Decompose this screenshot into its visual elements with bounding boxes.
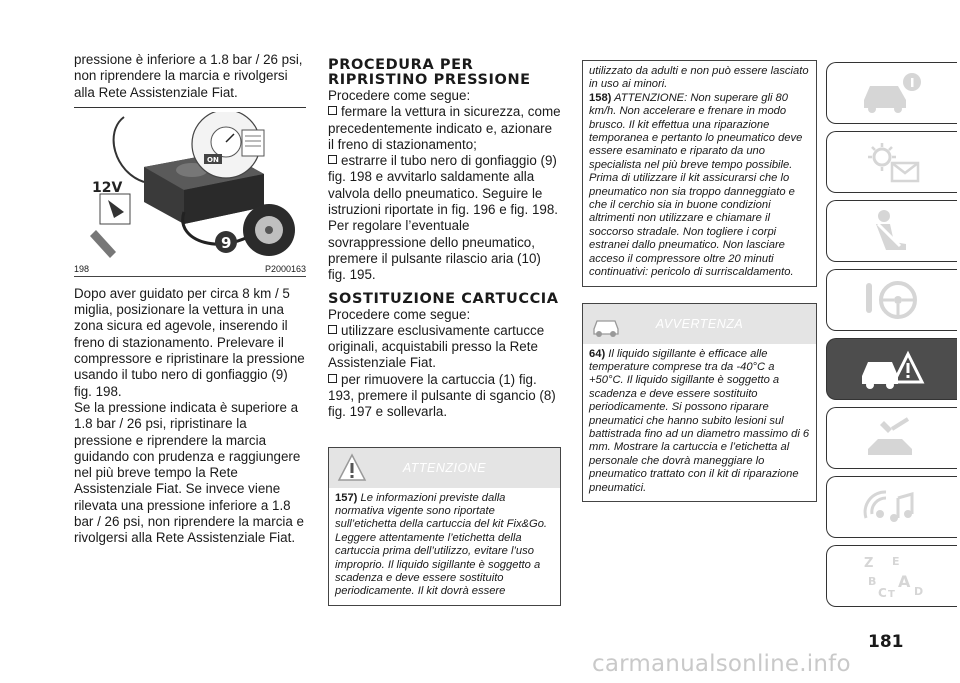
- svg-text:E: E: [892, 555, 900, 568]
- note-text-continued: utilizzato da adulti e non può essere lasciato in uso ai minori.: [589, 65, 809, 91]
- column-1: [74, 52, 306, 547]
- figure-198: [74, 112, 306, 262]
- column-2: [328, 52, 561, 606]
- warning-body: [583, 344, 816, 501]
- tab-driving[interactable]: [826, 269, 957, 331]
- seat-safety-icon: [858, 208, 926, 254]
- tab-multimedia[interactable]: [826, 476, 957, 538]
- lead-text-2: Procedere come segue:: [328, 306, 471, 322]
- callout-9: 9: [221, 233, 232, 252]
- list-item: estrarre il tubo nero di gonfiaggio (9) fig. 198 e avvitarlo saldamente alla valvola dello pneumatico. Seguire le istruzioni riportate in fig. 196 e fig. 198. Per regolare l’eventuale sovrappressione dello pneumatico, premere il pulsante rilascio aria (10) fig. 195.: [328, 153, 561, 283]
- attention-body: [329, 488, 560, 605]
- attention-body-continued: [583, 61, 816, 286]
- tab-safety[interactable]: [826, 200, 957, 262]
- intro-text: pressione è inferiore a 1.8 bar / 26 psi, non riprendere la marcia e rivolgersi alla Rete Assistenziale Fiat.: [74, 52, 303, 100]
- warning-header: [583, 304, 816, 344]
- on-label: ON: [207, 155, 219, 164]
- figure-caption: [74, 264, 306, 274]
- lead-text-1: Procedere come segue:: [328, 88, 471, 103]
- tab-index[interactable]: [826, 545, 957, 607]
- svg-text:Z: Z: [864, 556, 874, 571]
- paragraph-1: Dopo aver guidato per circa 8 km / 5 miglia, posizionare la vettura in una zona sicura ed agevole, inserendo il freno di stazionamento. Prelevare il compressore e ripristinare la pressione usando il tubo nero di gonfiaggio (9) fig. 198.: [74, 285, 305, 399]
- note-number: 64): [589, 347, 606, 360]
- divider: [74, 107, 306, 108]
- car-warning-icon: [591, 309, 621, 339]
- list-item: per rimuovere la cartuccia (1) fig. 193, premere il pulsante di sgancio (8) fig. 197 e sollevarla.: [328, 372, 561, 421]
- tab-car-info[interactable]: [826, 62, 957, 124]
- paragraph-2: Se la pressione indicata è superiore a 1.8 bar / 26 psi, ripristinare la pressione e riprendere la marcia guidando con prudenza e raggiungere nel più breve tempo la Rete Assistenziale Fiat. Se invece viene rilevata una pressione inferiore a 1.8 bar / 26 psi, non riprendere la marcia e rivolgersi alla Rete Assistenziale Fiat.: [74, 399, 304, 546]
- svg-text:B: B: [868, 575, 877, 588]
- maintenance-icon: [858, 415, 926, 461]
- compressor-illustration: [74, 112, 306, 262]
- column-3: [582, 60, 817, 502]
- svg-text:T: T: [888, 589, 895, 599]
- note-number: 157): [335, 491, 358, 504]
- list-item: utilizzare esclusivamente cartucce originali, acquistabili presso la Rete Assistenziale Fiat.: [328, 323, 561, 372]
- heading-sostituzione: SOSTITUZIONE CARTUCCIA: [328, 290, 559, 307]
- starting-driving-icon: [858, 277, 926, 323]
- tab-maintenance[interactable]: [826, 407, 957, 469]
- watermark: carmanualsonline.info: [592, 651, 851, 677]
- index-icon: [858, 553, 926, 599]
- bullet-list-1: [328, 104, 561, 283]
- warning-lights-icon: [858, 139, 926, 185]
- bullet-list-2: [328, 323, 561, 421]
- svg-text:C: C: [878, 586, 887, 599]
- heading-ripristino: PROCEDURA PER RIPRISTINO PRESSIONE: [328, 57, 531, 88]
- attention-title: ATTENZIONE: [402, 460, 487, 475]
- emergency-icon: [858, 346, 926, 392]
- caption-rule: [74, 276, 306, 277]
- 12v-label: 12V: [92, 179, 123, 196]
- note-number: 158): [589, 91, 612, 104]
- car-info-icon: [858, 70, 926, 116]
- tab-emergency[interactable]: [826, 338, 957, 400]
- tab-warning-lights[interactable]: [826, 131, 957, 193]
- warning-title: AVVERTENZA: [655, 316, 744, 331]
- note-text: ATTENZIONE: Non superare gli 80 km/h. Non accelerare e frenare in modo brusco. Il kit effettua una riparazione temporanea e pertanto lo pneumatico deve essere esaminato e riparato da uno specialista nel più breve tempo possibile. Prima di utilizzare il kit assicurarsi che lo pneumatico non sia troppo danneggiato e che il cerchio sia in buone condizioni altrimenti non utilizzare e chiamare il soccorso stradale. Non togliere i corpi estranei dallo pneumatico. Non lasciare acceso il compressore oltre 20 minuti continuativi: pericolo di surriscaldamento.: [589, 91, 803, 279]
- attention-header: [329, 448, 560, 488]
- warning-triangle-icon: [337, 453, 367, 483]
- page-number: 181: [868, 632, 904, 652]
- figure-code: P2000163: [264, 263, 306, 274]
- svg-text:D: D: [914, 585, 924, 598]
- multimedia-icon: [858, 484, 926, 530]
- warning-box: [582, 303, 817, 502]
- list-item: fermare la vettura in sicurezza, come precedentemente indicato e, azionare il freno di stazionamento;: [328, 104, 561, 152]
- figure-number: 198: [74, 263, 90, 274]
- attention-box-continued: [582, 60, 817, 287]
- attention-box: [328, 447, 561, 606]
- chapter-tabs: [826, 62, 956, 614]
- note-text: Il liquido sigillante è efficace alle temperature comprese tra da -40°C a +50°C. Il liquido sigillante è soggetto a scadenza e deve essere sostituito periodicamente. Si possono riparare pneumatici che hanno subito lesioni sul battistrada fino ad un diametro massimo di 6 mm. Mostrare la cartuccia e l’etichetta al personale che dovrà maneggiare lo pneumatico trattato con il kit di riparazione pneumatici.: [589, 347, 810, 494]
- note-text: Le informazioni previste dalla normativa vigente sono riportate sull’etichetta della cartuccia del kit Fix&Go. Leggere attentamente l’etichetta della cartuccia prima dell’utilizzo, evitare l’uso improprio. Il liquido sigillante è soggetto a scadenza e deve essere sostituito periodicamente. Il kit dovrà essere: [335, 491, 548, 598]
- svg-text:A: A: [898, 572, 911, 591]
